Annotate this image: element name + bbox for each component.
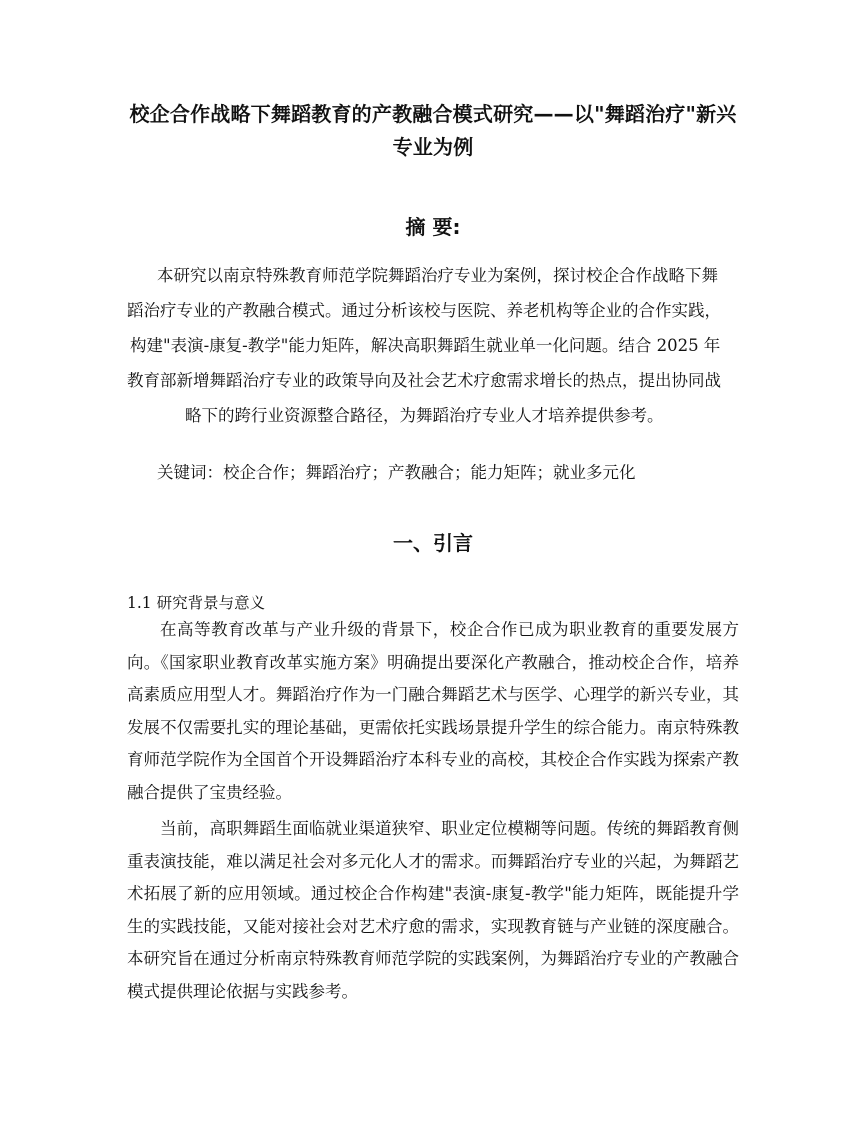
section-heading-introduction: 一、引言	[393, 531, 473, 555]
body-paragraph-1: 在高等教育改革与产业升级的背景下，校企合作已成为职业教育的重要发展方向。《国家职业教育改革实施方案》明确提出要深化产教融合，推动校企合作，培养高素质应用型人才。舞蹈治疗作为一门融合舞蹈艺术与医学、心理学的新兴专业，其发展不仅需要扎实的理论基础，更需依托实践场景提升学生的综合能力。南京特殊教育师范学院作为全国首个开设舞蹈治疗本科专业的高校，其校企合作实践为探索产教融合提供了宝贵经验。	[127, 620, 739, 802]
title-line-2: 专业为例	[392, 135, 474, 159]
abstract-line: 蹈治疗专业的产教融合模式。通过分析该校与医院、养老机构等企业的合作实践，	[127, 301, 721, 320]
abstract-line: 略下的跨行业资源整合路径，为舞蹈治疗专业人才培养提供参考。	[185, 406, 664, 425]
abstract-line: 教育部新增舞蹈治疗专业的政策导向及社会艺术疗愈需求增长的热点，提出协同战	[127, 371, 721, 390]
title-line-1: 校企合作战略下舞蹈教育的产教融合模式研究——以"舞蹈治疗"新兴	[129, 102, 737, 126]
keywords: 关键词：校企合作；舞蹈治疗；产教融合；能力矩阵；就业多元化	[157, 463, 636, 482]
subsection-heading-1-1: 1.1 研究背景与意义	[127, 594, 266, 612]
abstract-heading: 摘 要:	[405, 215, 461, 239]
abstract-line: 构建"表演-康复-教学"能力矩阵，解决高职舞蹈生就业单一化问题。结合 2025 年	[130, 336, 721, 355]
abstract-line: 本研究以南京特殊教育师范学院舞蹈治疗专业为案例，探讨校企合作战略下舞	[157, 266, 718, 285]
document-title	[120, 98, 746, 164]
body-paragraph-2: 当前，高职舞蹈生面临就业渠道狭窄、职业定位模糊等问题。传统的舞蹈教育侧重表演技能，难以满足社会对多元化人才的需求。而舞蹈治疗专业的兴起，为舞蹈艺术拓展了新的应用领域。通过校企合作构建"表演-康复-教学"能力矩阵，既能提升学生的实践技能，又能对接社会对艺术疗愈的需求，实现教育链与产业链的深度融合。本研究旨在通过分析南京特殊教育师范学院的实践案例，为舞蹈治疗专业的产教融合模式提供理论依据与实践参考。	[127, 819, 739, 1001]
